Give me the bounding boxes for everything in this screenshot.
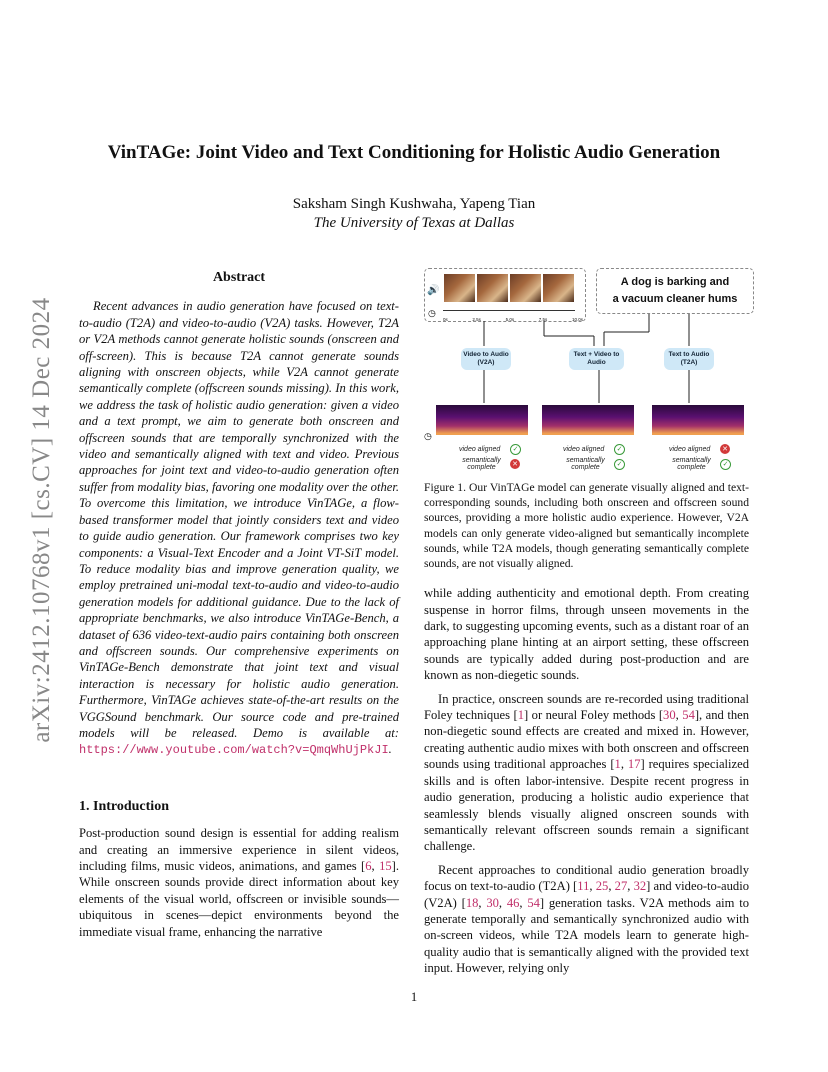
right-paragraph-2: In practice, onscreen sounds are re-recorded using traditional Foley techniques [1] or neural Foley methods [30, 54], and then non-diegetic sound effects are created and mixed in. However, creating authentic audio mixes with both onscreen and offscreen sounds using traditional approaches [1, 17] requires specialized skills and is often labor-intensive. Despite recent progress in audio generation, producing a holistic audio experience that seamlessly blends visually aligned onscreen sounds with semantically relevant offscreen sounds remain a significant challenge. [424,691,750,854]
p2-text: In practice, onscreen sounds are re-recorded using traditional Foley techniques [ [424,691,749,723]
cite-sep: , [371,859,380,873]
clock-icon: ◷ [424,431,432,441]
citation-link[interactable]: 27 [614,879,628,894]
clock-icon: ◷ [428,308,436,318]
citation-link[interactable]: 18 [465,895,479,910]
p3-text: ] and video-to-audio (V2A) [ [424,879,750,910]
right-paragraph-1: while adding authenticity and emotional depth. From creating suspense in horror films, through unseen movements in the dark, to suggesting upcoming events, such as a distant roar of an approaching plane hinting at an airport setting, these offscreen sounds are typically added during post-production and are known as non-diegetic sounds. [424,586,749,683]
right-column [424,268,749,977]
spectrogram-v2a [436,405,528,435]
semantic-label: semantically complete [566,457,605,471]
figure-1 [424,268,749,476]
check-icon: ✓ [614,444,625,455]
citation-link[interactable]: 54 [682,708,695,723]
p3-text: ] generation tasks. V2A methods aim to generate temporally and semantically synchronized audio with on-screen videos, while T2A models learn to generate high-quality audio that is semantically aligned with the provided text input. However, relying only [424,895,750,976]
citation-link[interactable]: 46 [506,895,520,910]
spectrogram-t2a [652,405,744,435]
arxiv-sidebar-id [22,280,62,760]
check-icon: ✓ [720,459,731,470]
spectrogram-joint [542,405,634,435]
intro-paragraph [79,825,399,940]
intro-heading: 1. Introduction [79,798,169,814]
prompt-line: A dog is barking and [620,276,730,288]
affiliation: The University of Texas at Dallas [313,215,515,231]
joint-box: Text + Video to Audio [569,348,624,370]
abstract-text: Recent advances in audio generation have focused on text-to-audio (T2A) and video-to-audio (V2A) tasks. However, T2A or V2A methods cannot generate holistic sounds (onscreen and off-screen). This is because T2A cannot generate sounds aligning with onscreen objects, while V2A cannot generate semantically complete (offscreen sounds missing). In this work, we address the task of holistic audio generation: given a video and a text prompt, we aim to generate both onscreen and offscreen sounds that are temporally synchronized with the video and semantically aligned with text and video. Previous approaches for joint text and video-to-audio generation often suffer from modality bias, favoring one modality over the other. To overcome this limitation, we introduce VinTAGe, a flow-based transformer model that jointly considers text and video to guide audio generation. Our framework comprises two key components: a Visual-Text Encoder and a Joint VT-SiT model. To reduce modality bias and improve generation quality, we employ pretrained uni-modal text-to-audio and video-to-audio generation models for additional guidance. Due to the lack of appropriate benchmarks, we also introduce VinTAGe-Bench, a dataset of 636 video-text-audio pairs containing both onscreen and offscreen sounds. Our comprehensive experiments on VinTAGe-Bench demonstrate that joint text and visual interaction is necessary for holistic audio generation. Furthermore, VinTAGe achieves state-of-the-art results on the VGGSound benchmark. Our source code and pre-trained models will be released. Demo is available at: [79,299,399,740]
citation-link[interactable]: 30 [663,708,676,723]
demo-link[interactable]: https://www.youtube.com/watch?v=QmqWhUjPkJI [79,743,389,758]
arrows [424,268,749,408]
citation-link[interactable]: 6 [365,859,372,873]
intro-text-a: Post-production sound design is essential for adding realism and creating an immersive experience in silent videos, including films, music videos, animations, and games [ [79,826,399,873]
arxiv-id-text: arXiv:2412.10768v1 [cs.CV] 14 Dec 2024 [28,297,55,743]
p2-text: ] requires specialized skills and is often labor-intensive. Despite recent progress in audio generation, producing a holistic audio experience that seamlessly blends visually aligned onscreen sounds with semantically relevant offscreen sounds remain a significant challenge. [424,757,750,854]
cross-icon: ✕ [510,459,520,469]
citation-link[interactable]: 17 [627,757,641,772]
abstract-end: . [388,742,392,757]
v2a-box: Video to Audio (V2A) [461,348,511,370]
check-icon: ✓ [510,444,521,455]
figure-caption: Figure 1. Our VinTAGe model can generate visually aligned and text-corresponding sounds, including both onscreen and offscreen sound sources, providing a more holistic audio experience. However, V2A models can only generate video-aligned but semantically incomplete sounds, while T2A models, though generating semantically complete sounds, are not visually aligned. [424,481,749,571]
citation-link[interactable]: 30 [486,895,499,910]
citation-link[interactable]: 32 [633,879,647,894]
check-icon: ✓ [614,459,625,470]
citation-link[interactable]: 15 [379,859,392,873]
video-aligned-label: video aligned [669,446,711,453]
abstract-heading: Abstract [212,270,266,285]
intro-text-b: ]. While onscreen sounds provide direct information about key elements of the visual world, offscreen or invisible sounds—ubiquitous in scenes—depict environments beyond the immediate visual frame, enhancing the narrative [79,859,399,939]
abstract-body [79,298,399,758]
citation-link[interactable]: 11 [577,879,590,894]
citation-link[interactable]: 54 [527,895,540,910]
p2-text: ], and then non-diegetic sound effects are created and mixed in. However, creating authentic audio mixes with both onscreen and offscreen sounds using traditional approaches [ [424,708,750,772]
p2-text: ] or neural Foley methods [ [523,708,664,723]
tick-label: 10.0s [571,317,583,322]
prompt-line: a vacuum cleaner hums [612,293,738,305]
page-number: 1 [410,990,418,1004]
semantic-label: semantically complete [462,457,501,471]
tick-label: 2.5s [472,317,481,322]
p3-text: Recent approaches to conditional audio generation broadly focus on text-to-audio (T2A) [ [424,862,749,894]
tick-label: 5.0s [505,317,515,322]
video-aligned-label: video aligned [459,446,501,453]
video-aligned-label: video aligned [563,446,605,453]
tick-label: 0s [443,317,448,322]
paper-title: VinTAGe: Joint Video and Text Conditioning for Holistic Audio Generation [107,142,721,163]
left-column [79,270,399,940]
t2a-box: Text to Audio (T2A) [664,348,714,370]
tick-label: 7.5s [538,317,548,322]
cross-icon: ✕ [720,444,730,454]
right-paragraph-3: Recent approaches to conditional audio generation broadly focus on text-to-audio (T2A) [11, 25, 27, 32] and video-to-audio (V2A) [18, 30, 46, 54] generation tasks. V2A methods aim to generate temporally and semantically synchronized audio with on-screen videos, while T2A models learn to generate high-quality audio that is semantically aligned with the provided text input. However, relying only [424,862,750,976]
citation-link[interactable]: 1 [614,757,621,772]
citation-link[interactable]: 25 [595,879,609,894]
speaker-icon: 🔊 [427,285,440,296]
authors: Saksham Singh Kushwaha, Yapeng Tian [292,196,536,212]
citation-link[interactable]: 1 [517,708,524,723]
semantic-label: semantically complete [672,457,711,471]
